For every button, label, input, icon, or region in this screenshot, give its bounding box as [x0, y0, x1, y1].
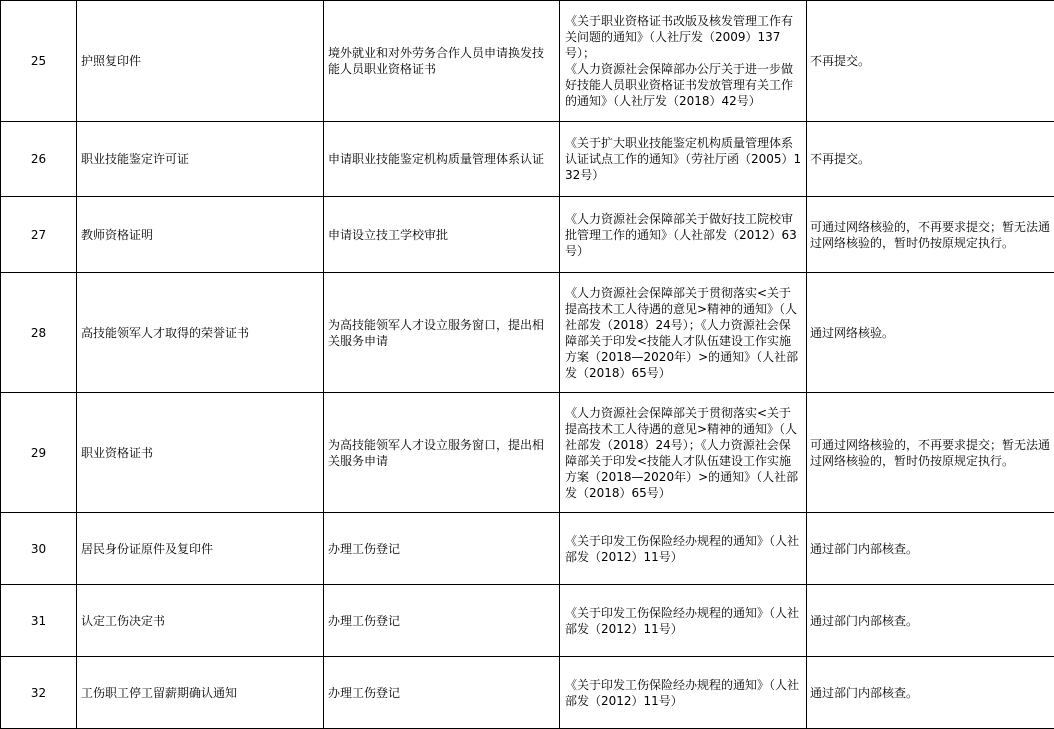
table-row [1, 273, 1054, 393]
material-name: 认定工伤决定书 [77, 585, 324, 657]
legal-basis: 《关于扩大职业技能鉴定机构质量管理体系认证试点工作的通知》（劳社厅函（2005）132号） [560, 122, 807, 197]
table-row [1, 513, 1054, 585]
service-item: 办理工伤登记 [324, 585, 560, 657]
handling-method: 可通过网络核验的，不再要求提交；暂无法通过网络核验的，暂时仍按原规定执行。 [807, 197, 1054, 273]
table-row [1, 585, 1054, 657]
material-name: 工伤职工停工留薪期确认通知 [77, 657, 324, 729]
service-item: 办理工伤登记 [324, 513, 560, 585]
legal-basis: 《人力资源社会保障部关于做好技工院校审批管理工作的通知》（人社部发（2012）63号） [560, 197, 807, 273]
service-item: 为高技能领军人才设立服务窗口，提出相关服务申请 [324, 273, 560, 393]
row-number: 30 [1, 513, 77, 585]
material-name: 居民身份证原件及复印件 [77, 513, 324, 585]
legal-basis: 《关于印发工伤保险经办规程的通知》（人社部发（2012）11号） [560, 585, 807, 657]
legal-basis: 《关于职业资格证书改版及核发管理工作有关问题的通知》（人社厅发（2009）137号）； 《人力资源社会保障部办公厅关于进一步做好技能人员职业资格证书发放管理有关工作的通知》（人社厅发（2018）42号） [560, 1, 807, 122]
handling-method: 通过部门内部核查。 [807, 585, 1054, 657]
legal-basis: 《人力资源社会保障部关于贯彻落实<关于提高技术工人待遇的意见>精神的通知》（人社部发（2018）24号）；《人力资源社会保障部关于印发<技能人才队伍建设工作实施方案（2018—2020年）>的通知》（人社部发（2018）65号） [560, 273, 807, 393]
service-item: 办理工伤登记 [324, 657, 560, 729]
row-number: 32 [1, 657, 77, 729]
legal-basis: 《关于印发工伤保险经办规程的通知》（人社部发（2012）11号） [560, 657, 807, 729]
row-number: 27 [1, 197, 77, 273]
table-row [1, 1, 1054, 122]
table-row [1, 657, 1054, 729]
row-number: 28 [1, 273, 77, 393]
row-number: 25 [1, 1, 77, 122]
material-name: 职业资格证书 [77, 393, 324, 513]
handling-method: 通过部门内部核查。 [807, 657, 1054, 729]
service-item: 申请设立技工学校审批 [324, 197, 560, 273]
handling-method: 不再提交。 [807, 1, 1054, 122]
table-row [1, 393, 1054, 513]
material-name: 高技能领军人才取得的荣誉证书 [77, 273, 324, 393]
service-item: 申请职业技能鉴定机构质量管理体系认证 [324, 122, 560, 197]
legal-basis: 《人力资源社会保障部关于贯彻落实<关于提高技术工人待遇的意见>精神的通知》（人社部发（2018）24号）；《人力资源社会保障部关于印发<技能人才队伍建设工作实施方案（2018—2020年）>的通知》（人社部发（2018）65号） [560, 393, 807, 513]
table-row [1, 197, 1054, 273]
legal-basis: 《关于印发工伤保险经办规程的通知》（人社部发（2012）11号） [560, 513, 807, 585]
row-number: 26 [1, 122, 77, 197]
material-name: 教师资格证明 [77, 197, 324, 273]
service-item: 为高技能领军人才设立服务窗口，提出相关服务申请 [324, 393, 560, 513]
handling-method: 通过部门内部核查。 [807, 513, 1054, 585]
material-name: 职业技能鉴定许可证 [77, 122, 324, 197]
handling-method: 不再提交。 [807, 122, 1054, 197]
handling-method: 可通过网络核验的，不再要求提交；暂无法通过网络核验的，暂时仍按原规定执行。 [807, 393, 1054, 513]
service-item: 境外就业和对外劳务合作人员申请换发技能人员职业资格证书 [324, 1, 560, 122]
material-name: 护照复印件 [77, 1, 324, 122]
handling-method: 通过网络核验。 [807, 273, 1054, 393]
row-number: 29 [1, 393, 77, 513]
row-number: 31 [1, 585, 77, 657]
table-row [1, 122, 1054, 197]
